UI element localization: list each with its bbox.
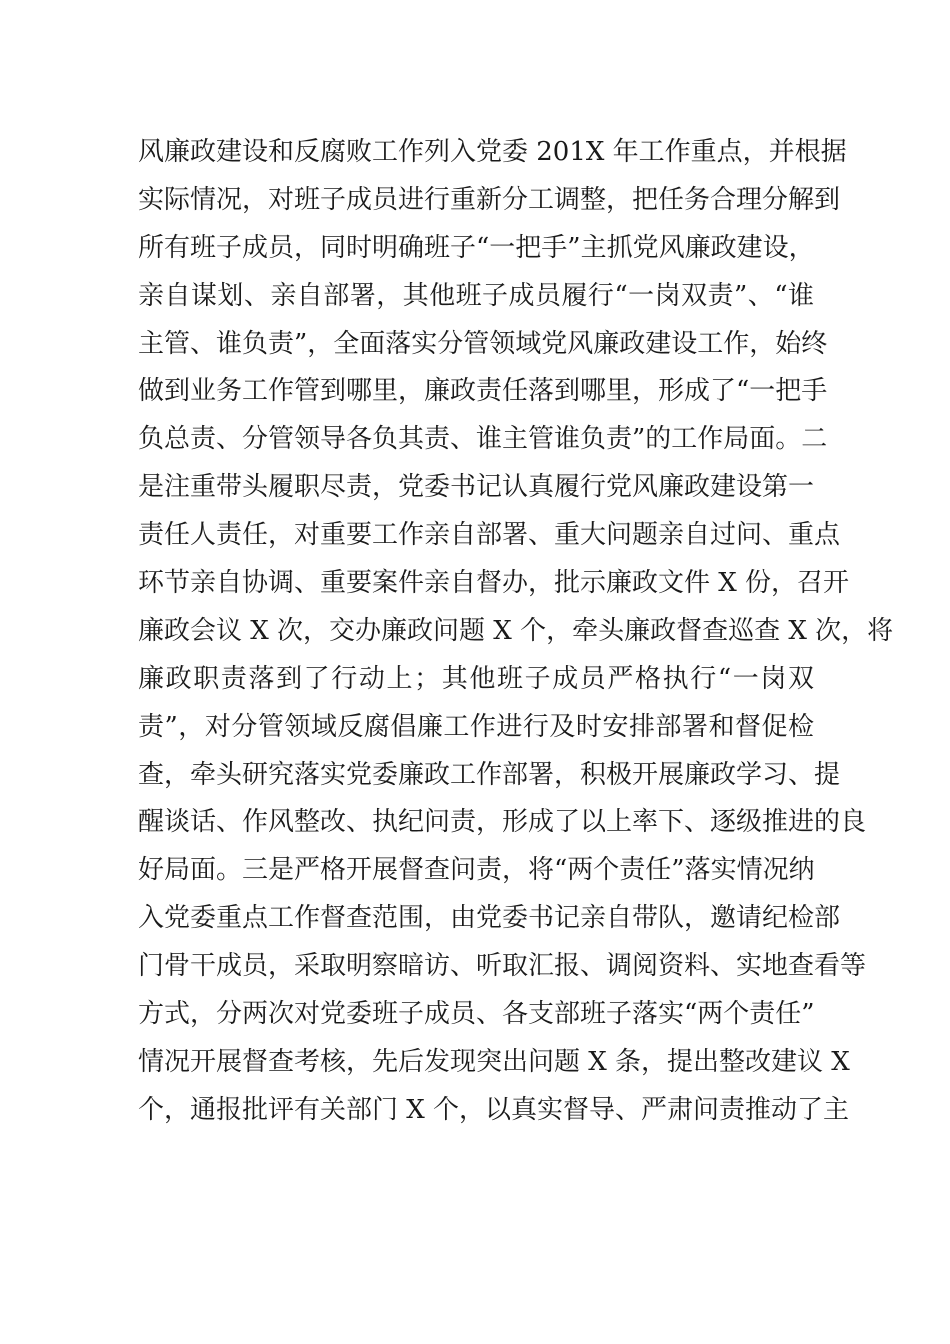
text-line: 门骨干成员，采取明察暗访、听取汇报、调阅资料、实地查看等 <box>138 951 867 982</box>
text-line: 风廉政建设和反腐败工作列入党委 201X 年工作重点，并根据 <box>138 137 847 167</box>
body-paragraph <box>138 129 894 1135</box>
text-line: 入党委重点工作督查范围，由党委书记亲自带队，邀请纪检部 <box>138 903 841 934</box>
text-line: 责任人责任，对重要工作亲自部署、重大问题亲自过问、重点 <box>138 520 841 551</box>
text-line: 好局面。三是严格开展督查问责，将“两个责任”落实情况纳 <box>138 855 815 886</box>
text-line: 方式，分两次对党委班子成员、各支部班子落实“两个责任” <box>138 999 815 1030</box>
text-line: 环节亲自协调、重要案件亲自督办，批示廉政文件 X 份，召开 <box>138 568 850 599</box>
text-line: 主管、谁负责”，全面落实分管领域党风廉政建设工作，始终 <box>138 328 828 359</box>
text-line: 个，通报批评有关部门 X 个，以真实督导、严肃问责推动了主 <box>138 1094 850 1125</box>
text-line: 负总责、分管领导各负其责、谁主管谁负责”的工作局面。二 <box>138 424 828 455</box>
text-line: 查，牵头研究落实党委廉政工作部署，积极开展廉政学习、提 <box>138 759 841 790</box>
text-line: 亲自谋划、亲自部署，其他班子成员履行“一岗双责”、“谁 <box>138 280 814 311</box>
text-line: 情况开展督查考核，先后发现突出问题 X 条，提出整改建议 X <box>138 1046 850 1077</box>
text-line: 廉政职责落到了行动上；其他班子成员严格执行“一岗双 <box>138 663 814 694</box>
text-line: 责”，对分管领域反腐倡廉工作进行及时安排部署和督促检 <box>138 711 814 742</box>
text-line: 所有班子成员，同时明确班子“一把手”主抓党风廉政建设， <box>138 232 815 263</box>
text-line: 是注重带头履职尽责，党委书记认真履行党风廉政建设第一 <box>138 472 815 503</box>
text-line: 实际情况，对班子成员进行重新分工调整，把任务合理分解到 <box>138 184 841 215</box>
text-line: 做到业务工作管到哪里，廉政责任落到哪里，形成了“一把手 <box>138 376 828 407</box>
text-line: 廉政会议 X 次，交办廉政问题 X 个，牵头廉政督查巡查 X 次，将 <box>138 615 894 646</box>
text-line: 醒谈话、作风整改、执纪问责，形成了以上率下、逐级推进的良 <box>138 807 867 838</box>
